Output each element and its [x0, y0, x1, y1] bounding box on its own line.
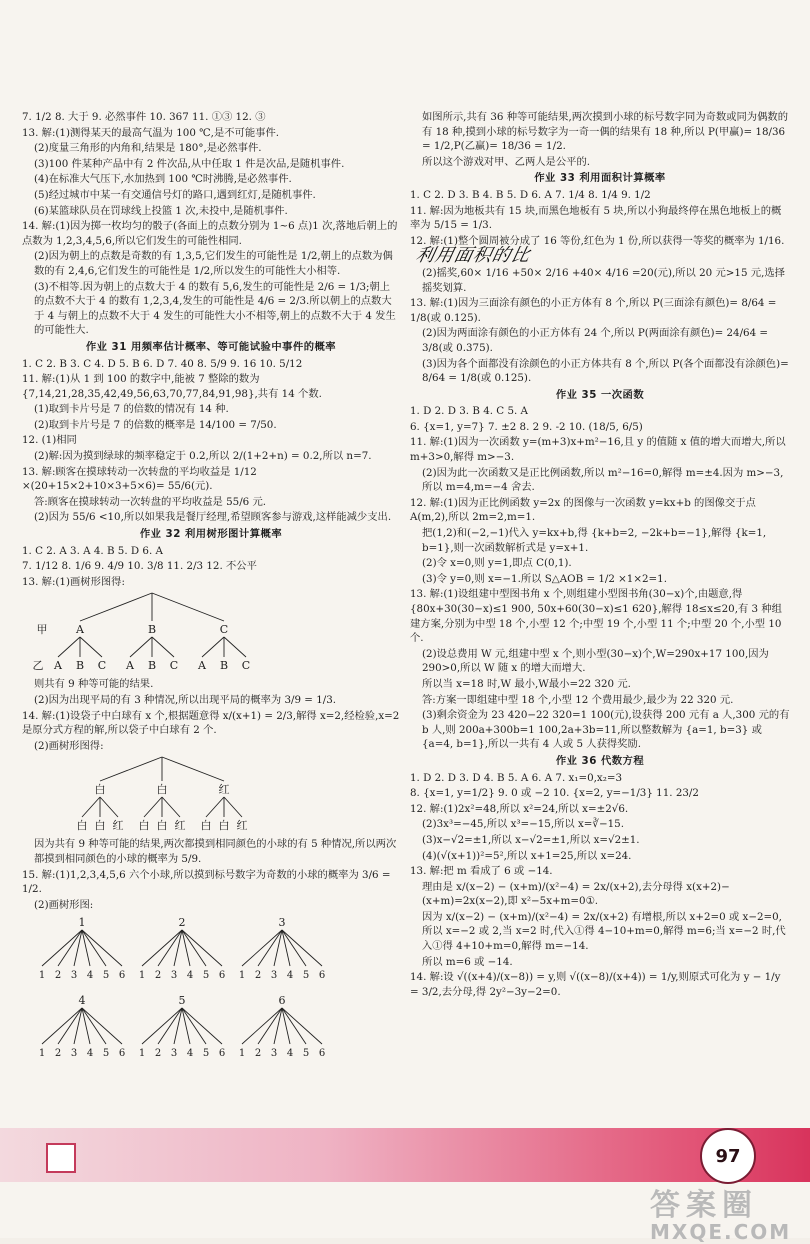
tree3-leaf: 6	[318, 1048, 326, 1060]
answer-paragraph: (2)画树形图:	[34, 898, 94, 911]
tree1-branch	[152, 593, 224, 621]
answer-paragraph: (2)取到卡片号是 7 的倍数的概率是 14/100 = 7/50.	[34, 418, 277, 431]
tree3-leaf: 1	[238, 970, 246, 982]
tree3-leaf: 4	[286, 970, 294, 982]
answer-paragraph: 1. D 2. D 3. B 4. C 5. A	[410, 405, 528, 418]
answer-paragraph: (2)设总费用 W 元,组建中型 x 个,则小型(30−x)个,W=290x+17 100,因为 290>0,所以 W 随 x 的增大而增大.	[422, 647, 769, 675]
tree2-leaf-branch	[144, 797, 162, 817]
answer-paragraph: 1. C 2. D 3. B 4. B 5. D 6. A 7. 1/4 8. 1/4 9. 1/2	[410, 188, 651, 201]
tree3-leaf: 6	[218, 970, 226, 982]
answer-paragraph: (2)度量三角形的内角和,结果是 180°,是必然事件.	[34, 142, 262, 155]
answer-paragraph: (2)因为 55/6 <10,所以如果我是餐厅经理,希望顾客参与游戏,这样能减少支出.	[34, 511, 392, 524]
tree1-leaf-branch	[224, 637, 246, 657]
answer-paragraph: 11. 解:因为地板共有 15 块,而黑色地板有 5 块,所以小狗最终停在黑色地板上的概率为 5/15 = 1/3.	[410, 204, 782, 232]
answer-paragraph: 6. {x=1, y=7} 7. ±2 8. 2 9. -2 10. (18/5, 6/5)	[410, 420, 643, 433]
tree1-leaf: A	[54, 659, 62, 673]
answer-paragraph: (2)摇奖,60× 1/16 +50× 2/16 +40× 4/16 =20(元),所以 20 元>15 元,选择摇奖划算.	[422, 266, 785, 294]
answer-paragraph: (3)x−√2=±1,所以 x−√2=±1,所以 x=√2±1.	[422, 833, 640, 846]
tree3-leaf: 2	[154, 1048, 162, 1060]
answer-paragraph: (4)在标准大气压下,水加热到 100 ℃时沸腾,是必然事件.	[34, 173, 292, 186]
tree1-leaf-branch	[152, 637, 174, 657]
answer-paragraph: (2)因为朝上的点数是奇数的有 1,3,5,它们发生的可能性是 1/2,朝上的点数为偶数的有 2,4,6,它们发生的可能性是 1/2,所以发生的可能性大小相等.	[34, 250, 393, 277]
tree2-leaf: 白	[200, 819, 212, 833]
answer-paragraph: (3)剩余资金为 23 420−22 320=1 100(元),设获得 200 元有 a 人,300 元的有 b 人,则 200a+300b=1 100,2a+3b=11,所以整数解为 {a=1, b=3} 或 {a=4, b=1},所以一共有 4 人或 5 人获得奖励.	[422, 709, 790, 751]
page-number: 97	[700, 1128, 756, 1184]
tree1-leaf: B	[75, 659, 85, 673]
tree1-label-jia: 甲	[36, 623, 48, 637]
answer-paragraph: 12. (1)相同	[22, 434, 77, 447]
tree2-branch	[162, 757, 224, 781]
tree2-branch	[100, 757, 162, 781]
tree3-leaf: 1	[138, 970, 146, 982]
tree3-leaf: 5	[202, 1048, 210, 1060]
tree2-leaf: 白	[218, 819, 230, 833]
tree3-leaf: 4	[186, 1048, 194, 1060]
tree2-leaf: 红	[236, 819, 248, 833]
answer-paragraph: 则共有 9 种等可能的结果.	[34, 678, 154, 691]
tree3-leaf: 3	[170, 970, 178, 982]
tree2-leaf-branch	[162, 797, 180, 817]
answer-paragraph: 1. C 2. A 3. A 4. B 5. D 6. A	[22, 544, 163, 557]
answer-paragraph: 如图所示,共有 36 种等可能结果,两次摸到小球的标号数字同为奇数或同为偶数的有 18 种,摸到小球的标号数字为一奇一偶的结果有 18 种,所以 P(甲赢)= 18/36 = 1/2,P(乙赢)= 18/36 = 1/2.	[422, 111, 788, 153]
answer-paragraph: (3)不相等.因为朝上的点数大于 4 的数有 5,6,发生的可能性是 2/6 = 1/3;朝上的点数不大于 4 的数有 1,2,3,4,发生的可能性是 4/6 = 2/3.所以朝上的点数大于 4 与朝上的点数不大于 4 发生的可能性大小不相等,朝上的点数不大于 4 发生的可能性大.	[34, 280, 396, 337]
tree3-leaf: 2	[154, 970, 162, 982]
answer-paragraph: 答:方案一即组建中型 18 个,小型 12 个费用最少,最少为 22 320 元.	[422, 693, 734, 706]
watermark-en: MXQE.COM	[650, 1220, 792, 1244]
answer-paragraph: 答:顾客在摸球转动一次转盘的平均收益是 55/6 元.	[34, 495, 267, 508]
answer-paragraph: 因为 x/(x−2) − (x+m)/(x²−4) = 2x/(x+2) 有增根,所以 x+2=0 或 x−2=0,所以 x=−2 或 2,当 x=2 时,代入①得 4−10+m=0,解得 m=6;当 x=−2 时,代入①得 4+10+m=0,解得 m=−14.	[422, 910, 786, 953]
answer-paragraph: 13. 解:(1)因为三面涂有颜色的小正方体有 8 个,所以 P(三面涂有颜色)= 8/64 = 1/8(或 0.125).	[410, 297, 777, 324]
answer-paragraph: (5)经过城市中某一有交通信号灯的路口,遇到红灯,是随机事件.	[34, 188, 316, 201]
tree-diagram-1	[32, 591, 272, 675]
watermark-cn: 答案圈	[650, 1188, 758, 1223]
tree3-leaf: 1	[138, 1048, 146, 1060]
tree2-leaf: 白	[156, 819, 168, 833]
section-heading: 作业 31 用频率估计概率、等可能试验中事件的概率	[85, 340, 337, 353]
tree3-root: 3	[278, 916, 286, 930]
answer-paragraph: 13. 解:顾客在摸球转动一次转盘的平均收益是 1/12 ×(20+15×2+10×3+5×6)= 55/6(元).	[22, 465, 257, 493]
tree3-root: 6	[278, 994, 286, 1008]
tree1-leaf: C	[97, 659, 107, 673]
tree1-leaf-branch	[130, 637, 152, 657]
answer-paragraph: 14. 解:设 √((x+4)/(x−8)) = y,则 √((x−8)/(x+4)) = 1/y,则原式可化为 y − 1/y = 3/2,去分母,得 2y²−3y−2=0.	[410, 971, 781, 998]
tree3-leaf: 4	[286, 1048, 294, 1060]
tree1-branch	[80, 593, 152, 621]
answer-paragraph: 理由是 x/(x−2) − (x+m)/(x²−4) = 2x/(x+2),去分母得 x(x+2)−(x+m)=2x(x−2),即 x²−5x+m=0①.	[422, 880, 730, 908]
answer-paragraph: 13. 解:(1)画树形图得:	[22, 575, 125, 588]
tree2-leaf: 红	[174, 819, 186, 833]
tree3-leaf: 3	[270, 1048, 278, 1060]
answer-paragraph: (2)画树形图得:	[34, 739, 104, 752]
tree3-leaf: 3	[270, 970, 278, 982]
tree2-node: 白	[156, 783, 168, 797]
tree1-node: C	[219, 623, 229, 637]
tree2-node: 红	[218, 783, 230, 797]
answer-paragraph: 所以当 x=18 时,W 最小,W最小=22 320 元.	[422, 677, 631, 690]
tree2-leaf: 白	[138, 819, 150, 833]
tree2-leaf-branch	[224, 797, 242, 817]
answer-paragraph: 所以 m=6 或 −14.	[422, 955, 513, 968]
section-heading: 作业 36 代数方程	[555, 754, 645, 767]
answer-paragraph: 8. {x=1, y=1/2} 9. 0 或 −2 10. {x=2, y=−1/3} 11. 23/2	[410, 787, 699, 800]
tree3-root: 4	[78, 994, 86, 1008]
tree3-leaf: 2	[54, 970, 62, 982]
answer-paragraph: (2)令 x=0,则 y=1,即点 C(0,1).	[422, 557, 572, 570]
section-heading: 作业 32 利用树形图计算概率	[139, 528, 283, 541]
footer-checkbox-decoration	[46, 1143, 76, 1173]
tree-diagram-2	[32, 755, 272, 835]
answer-paragraph: (3)100 件某种产品中有 2 件次品,从中任取 1 件是次品,是随机事件.	[34, 157, 345, 170]
tree3-leaf: 1	[38, 970, 46, 982]
tree3-leaf: 6	[118, 1048, 126, 1060]
left-column	[22, 110, 400, 1076]
tree3-root: 2	[178, 916, 186, 930]
tree1-leaf: A	[198, 659, 206, 673]
answer-paragraph: (2)因为两面涂有颜色的小正方体有 24 个,所以 P(两面涂有颜色)= 24/64 = 3/8(或 0.375).	[422, 327, 769, 354]
tree3-leaf: 5	[302, 1048, 310, 1060]
answer-paragraph: (4)(√(x+1))²=5²,所以 x+1=25,所以 x=24.	[422, 849, 632, 862]
answer-paragraph: 14. 解:(1)设袋子中白球有 x 个,根据题意得 x/(x+1) = 2/3,解得 x=2,经检验,x=2 是原分式方程的解,所以袋子中白球有 2 个.	[22, 709, 400, 737]
answer-paragraph: 12. 解:(1)因为正比例函数 y=2x 的图像与一次函数 y=kx+b 的图像交于点 A(m,2),所以 2m=2,m=1.	[410, 496, 756, 524]
answer-paragraph: (2)因为出现平局的有 3 种情况,所以出现平局的概率为 3/9 = 1/3.	[34, 694, 337, 706]
answer-paragraph: 12. 解:(1)2x²=48,所以 x²=24,所以 x=±2√6.	[410, 802, 629, 815]
answer-paragraph: 13. 解:把 m 看成了 6 或 −14.	[410, 865, 553, 878]
answer-paragraph: 11. 解:(1)因为一次函数 y=(m+3)x+m²−16,且 y 的值随 x 值的增大而增大,所以 m+3>0,解得 m>−3.	[410, 436, 786, 464]
tree1-leaf-branch	[80, 637, 102, 657]
tree3-leaf: 2	[54, 1048, 62, 1060]
tree2-leaf: 白	[94, 819, 106, 833]
answer-paragraph: (2)因为此一次函数又是正比例函数,所以 m²−16=0,解得 m=±4.因为 m>−3,所以 m=4,m=−4 舍去.	[422, 466, 784, 494]
tree1-leaf: C	[241, 659, 251, 673]
tree3-root: 5	[178, 994, 186, 1008]
answer-paragraph: 1. C 2. B 3. C 4. D 5. B 6. D 7. 40 8. 5/9 9. 16 10. 5/12	[22, 357, 303, 370]
answer-paragraph: (3)令 y=0,则 x=−1.所以 S△AOB = 1/2 ×1×2=1.	[422, 572, 667, 585]
tree2-leaf: 白	[76, 819, 88, 833]
answer-paragraph: 1. D 2. D 3. D 4. B 5. A 6. A 7. x₁=0,x₂=3	[410, 771, 623, 784]
tree2-leaf: 红	[112, 819, 124, 833]
tree1-node: A	[76, 623, 84, 637]
tree3-leaf: 6	[318, 970, 326, 982]
tree1-leaf-branch	[202, 637, 224, 657]
tree3-leaf: 4	[86, 970, 94, 982]
tree3-leaf: 2	[254, 970, 262, 982]
answer-paragraph: (6)某篮球队员在罚球线上投篮 1 次,未投中,是随机事件.	[34, 204, 288, 217]
answer-paragraph: 11. 解:(1)从 1 到 100 的数字中,能被 7 整除的数为{7,14,21,28,35,42,49,56,63,70,77,84,91,98},共有 14 个数.	[22, 373, 322, 400]
answer-paragraph: 12. 解:(1)整个圆周被分成了 16 等份,红色为 1 份,所以获得一等奖的概率为 1/16.	[410, 234, 785, 247]
tree1-leaf-branch	[58, 637, 80, 657]
tree3-leaf: 4	[186, 970, 194, 982]
answer-paragraph: (2)解:因为摸到绿球的频率稳定于 0.2,所以 2/(1+2+n) = 0.2,所以 n=7.	[34, 450, 372, 463]
tree2-leaf-branch	[206, 797, 224, 817]
answer-paragraph: 14. 解:(1)因为掷一枚均匀的骰子(各面上的点数分别为 1~6 点)1 次,落地后朝上的点数为 1,2,3,4,5,6,所以它们发生的可能性相同.	[22, 220, 398, 247]
tree1-label-yi: 乙	[32, 659, 44, 673]
tree3-leaf: 6	[218, 1048, 226, 1060]
tree2-leaf-branch	[100, 797, 118, 817]
tree-diagram-3	[32, 914, 332, 1074]
tree3-leaf: 6	[118, 970, 126, 982]
answer-paragraph: 把(1,2)和(−2,−1)代入 y=kx+b,得 {k+b=2, −2k+b=−1},解得 {k=1, b=1},则一次函数解析式是 y=x+1.	[422, 527, 767, 554]
answer-paragraph: (3)因为各个面都没有涂颜色的小正方体共有 8 个,所以 P(各个面都没有涂颜色)= 8/64 = 1/8(或 0.125).	[422, 357, 789, 385]
tree1-leaf: A	[126, 659, 134, 673]
tree1-leaf: B	[147, 659, 157, 673]
tree3-leaf: 5	[102, 1048, 110, 1060]
answer-paragraph: 15. 解:(1)1,2,3,4,5,6 六个小球,所以摸到标号数字为奇数的小球的概率为 3/6 = 1/2.	[22, 868, 391, 896]
watermark	[650, 1180, 810, 1244]
answer-paragraph: 13. 解:(1)设组建中型图书角 x 个,则组建小型图书角(30−x)个,由题意,得 {80x+30(30−x)≤1 900, 50x+60(30−x)≤1 620},解得 18≤x≤20,有 3 种组建方案,分别为中型 18 个,小型 12 个;中型 19 个,小型 11 个;中型 20 个,小型 10 个.	[410, 588, 782, 645]
tree2-leaf-branch	[82, 797, 100, 817]
right-column	[410, 110, 790, 1000]
answer-paragraph: (1)取到卡片号是 7 的倍数的情况有 14 种.	[34, 403, 229, 416]
answer-paragraph: 7. 1/2 8. 大于 9. 必然事件 10. 367 11. ①③ 12. ③	[22, 111, 266, 123]
tree3-leaf: 2	[254, 1048, 262, 1060]
tree1-leaf: C	[169, 659, 179, 673]
tree1-leaf: B	[219, 659, 229, 673]
tree3-leaf: 3	[70, 1048, 78, 1060]
tree2-node: 白	[94, 783, 106, 797]
tree3-leaf: 1	[238, 1048, 246, 1060]
tree3-leaf: 5	[202, 970, 210, 982]
tree3-leaf: 4	[86, 1048, 94, 1060]
answer-paragraph: 因为共有 9 种等可能的结果,两次都摸到相同颜色的小球的有 5 种情况,所以两次都摸到相同颜色的小球的概率为 5/9.	[34, 838, 397, 865]
tree1-node: B	[147, 623, 157, 637]
answer-paragraph: 所以这个游戏对甲、乙两人是公平的.	[422, 155, 591, 168]
tree3-root: 1	[78, 916, 86, 930]
tree3-leaf: 3	[70, 970, 78, 982]
tree3-leaf: 3	[170, 1048, 178, 1060]
tree3-leaf: 5	[102, 970, 110, 982]
answer-paragraph: (2)3x³=−45,所以 x³=−15,所以 x=∛−15.	[422, 818, 625, 831]
tree3-leaf: 5	[302, 970, 310, 982]
handwritten-note: 利用面积的比	[413, 245, 533, 267]
section-heading: 作业 35 一次函数	[555, 388, 645, 401]
tree3-leaf: 1	[38, 1048, 46, 1060]
section-heading: 作业 33 利用面积计算概率	[534, 172, 666, 185]
footer-band	[0, 1128, 810, 1182]
answer-paragraph: 7. 1/12 8. 1/6 9. 4/9 10. 3/8 11. 2/3 12. 不公平	[22, 560, 257, 573]
answer-paragraph: 13. 解:(1)测得某天的最高气温为 100 ℃,是不可能事件.	[22, 126, 280, 139]
